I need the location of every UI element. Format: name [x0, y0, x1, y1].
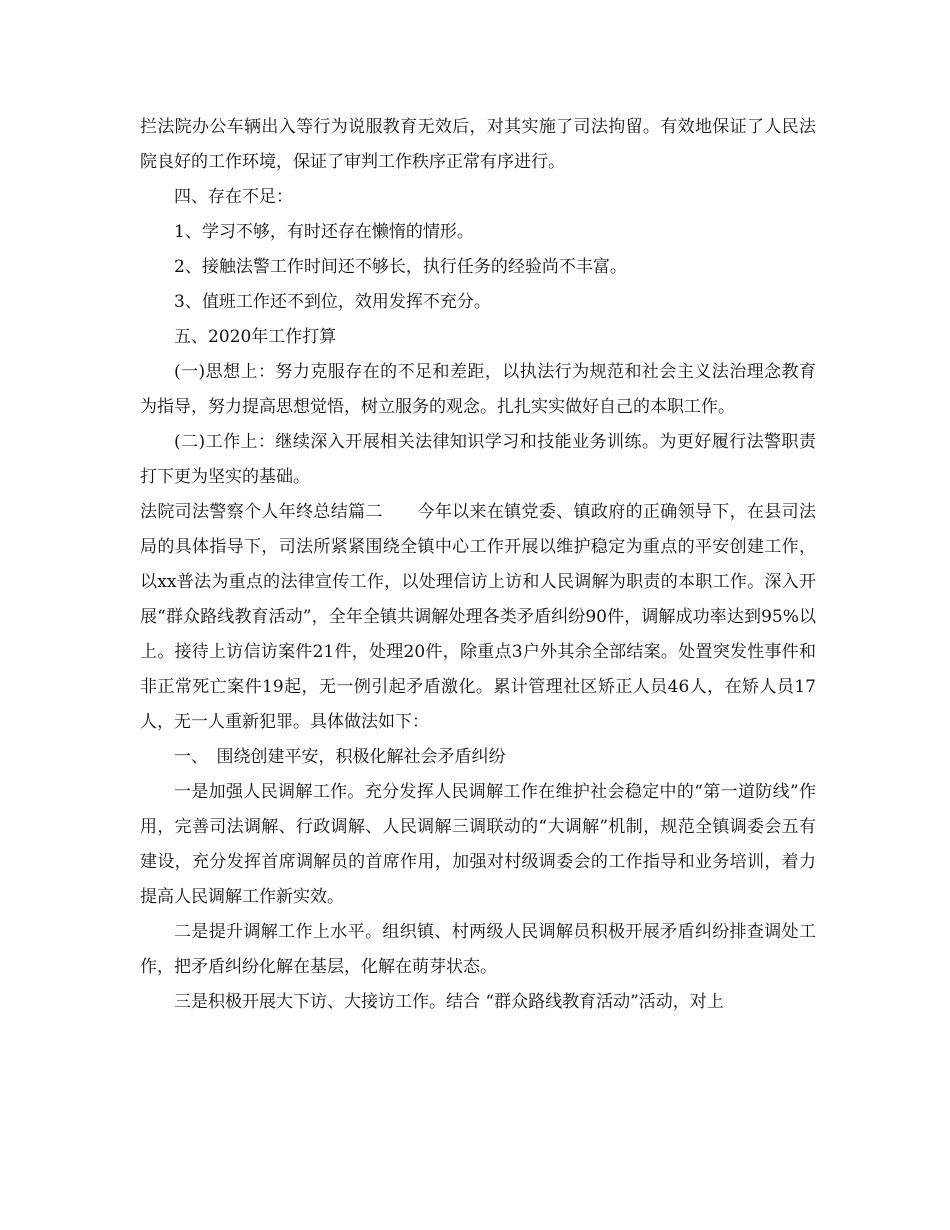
list-item-1: 1、学习不够，有时还存在懒惰的情形。 [174, 222, 474, 242]
paragraph-visits: 三是积极开展大下访、大接访工作。结合 “群众路线教育活动”活动，对上 [174, 992, 724, 1012]
section-heading-5: 五、2020年工作打算 [174, 327, 337, 347]
paragraph-part-two: 法院司法警察个人年终总结篇二 今年以来在镇党委、镇政府的正确领导下，在县司法局的具体指导下，司法所紧紧围绕全镇中心工作开展以维护稳定为重点的平安创建工作，以xx普法为重点的法律宣传工作，以处理信访上访和人民调解为职责的本职工作。深入开展“群众路线教育活动”，全年全镇共调解处理各类矛盾纠纷90件，调解成功率达到95%以上。接待上访信访案件21件，处理20件，除重点3户外其余全部结案。处置突发性事件和非正常死亡案件19起，无一例引起矛盾激化。累计管理社区矫正人员46人，在矫人员17人，无一人重新犯罪。具体做法如下： [140, 502, 816, 732]
document-body [140, 110, 816, 1020]
paragraph-1: 拦法院办公车辆出入等行为说服教育无效后，对其实施了司法拘留。有效地保证了人民法院良好的工作环境，保证了审判工作秩序正常有序进行。 [140, 117, 816, 172]
paragraph-improve: 二是提升调解工作上水平。组织镇、村两级人民调解员积极开展矛盾纠纷排查调处工作，把矛盾纠纷化解在基层，化解在萌芽状态。 [140, 922, 816, 977]
paragraph-thought: (一)思想上：努力克服存在的不足和差距，以执法行为规范和社会主义法治理念教育为指导，努力提高思想觉悟，树立服务的观念。扎扎实实做好自己的本职工作。 [140, 362, 816, 417]
paragraph-mediation: 一是加强人民调解工作。充分发挥人民调解工作在维护社会稳定中的“第一道防线”作用，完善司法调解、行政调解、人民调解三调联动的“大调解”机制，规范全镇调委会五有建设，充分发挥首席调解员的首席作用，加强对村级调委会的工作指导和业务培训，着力提高人民调解工作新实效。 [140, 782, 816, 907]
list-item-2: 2、接触法警工作时间还不够长，执行任务的经验尚不丰富。 [174, 257, 627, 277]
list-item-3: 3、值班工作还不到位，效用发挥不充分。 [174, 292, 491, 312]
section-heading-4: 四、存在不足： [174, 187, 293, 207]
paragraph-work: (二)工作上：继续深入开展相关法律知识学习和技能业务训练。为更好履行法警职责打下更为坚实的基础。 [140, 432, 816, 487]
section-heading-1: 一、 围绕创建平安，积极化解社会矛盾纠纷 [174, 747, 506, 767]
